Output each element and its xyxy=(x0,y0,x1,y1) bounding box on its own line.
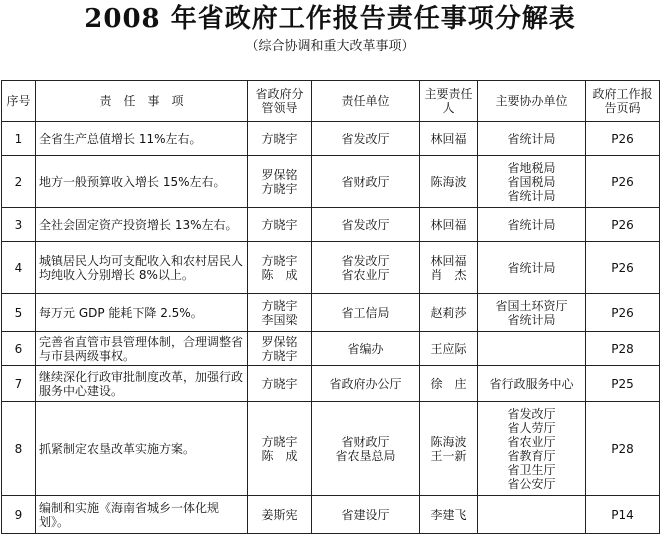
cell-unit: 省编办 xyxy=(312,332,420,366)
cell-no: 2 xyxy=(2,156,36,208)
cell-unit: 省财政厅 省农垦总局 xyxy=(312,402,420,496)
cell-no: 3 xyxy=(2,208,36,242)
cell-person: 林回福 肖 杰 xyxy=(420,242,478,294)
header-page: 政府工作报告页码 xyxy=(586,81,660,122)
cell-leader: 方晓宇 陈 成 xyxy=(248,402,312,496)
table-row xyxy=(2,366,660,402)
cell-no: 8 xyxy=(2,402,36,496)
cell-leader: 方晓宇 xyxy=(248,122,312,156)
cell-unit: 省工信局 xyxy=(312,294,420,332)
cell-assist xyxy=(478,332,586,366)
cell-assist: 省国土环资厅 省统计局 xyxy=(478,294,586,332)
cell-person: 陈海波 王一新 xyxy=(420,402,478,496)
cell-person: 李建飞 xyxy=(420,496,478,534)
cell-unit: 省政府办公厅 xyxy=(312,366,420,402)
cell-person: 赵莉莎 xyxy=(420,294,478,332)
cell-leader: 罗保铭 方晓宇 xyxy=(248,156,312,208)
table-body xyxy=(2,122,660,534)
responsibility-table xyxy=(1,80,660,534)
cell-page: P28 xyxy=(586,332,660,366)
header-leader: 省政府分管领导 xyxy=(248,81,312,122)
cell-leader: 方晓宇 xyxy=(248,366,312,402)
table-row xyxy=(2,208,660,242)
cell-unit: 省建设厅 xyxy=(312,496,420,534)
cell-leader: 方晓宇 陈 成 xyxy=(248,242,312,294)
cell-leader: 方晓宇 xyxy=(248,208,312,242)
header-person: 主要责任人 xyxy=(420,81,478,122)
header-unit: 责任单位 xyxy=(312,81,420,122)
cell-assist: 省行政服务中心 xyxy=(478,366,586,402)
cell-item: 编制和实施《海南省城乡一体化规划》。 xyxy=(36,496,248,534)
cell-no: 7 xyxy=(2,366,36,402)
table-row xyxy=(2,496,660,534)
cell-no: 9 xyxy=(2,496,36,534)
cell-page: P26 xyxy=(586,242,660,294)
table-row xyxy=(2,294,660,332)
cell-no: 4 xyxy=(2,242,36,294)
cell-page: P28 xyxy=(586,402,660,496)
cell-assist: 省统计局 xyxy=(478,122,586,156)
header-no: 序号 xyxy=(2,81,36,122)
table-row xyxy=(2,402,660,496)
cell-item: 全社会固定资产投资增长 13%左右。 xyxy=(36,208,248,242)
table-row xyxy=(2,242,660,294)
cell-assist: 省发改厅 省人劳厅 省农业厅 省教育厅 省卫生厅 省公安厅 xyxy=(478,402,586,496)
cell-item: 每万元 GDP 能耗下降 2.5%。 xyxy=(36,294,248,332)
table-header-row xyxy=(2,81,660,122)
cell-item: 全省生产总值增长 11%左右。 xyxy=(36,122,248,156)
cell-no: 1 xyxy=(2,122,36,156)
cell-item: 城镇居民人均可支配收入和农村居民人均纯收入分别增长 8%以上。 xyxy=(36,242,248,294)
cell-item: 继续深化行政审批制度改革，加强行政服务中心建设。 xyxy=(36,366,248,402)
cell-assist: 省统计局 xyxy=(478,208,586,242)
cell-page: P25 xyxy=(586,366,660,402)
cell-no: 6 xyxy=(2,332,36,366)
cell-person: 王应际 xyxy=(420,332,478,366)
cell-person: 林回福 xyxy=(420,208,478,242)
cell-assist xyxy=(478,496,586,534)
cell-person: 徐 庄 xyxy=(420,366,478,402)
cell-page: P26 xyxy=(586,122,660,156)
cell-item: 抓紧制定农垦改革实施方案。 xyxy=(36,402,248,496)
cell-person: 陈海波 xyxy=(420,156,478,208)
cell-unit: 省发改厅 省农业厅 xyxy=(312,242,420,294)
cell-unit: 省发改厅 xyxy=(312,208,420,242)
cell-page: P26 xyxy=(586,294,660,332)
cell-leader: 罗保铭 方晓宇 xyxy=(248,332,312,366)
header-item: 责 任 事 项 xyxy=(36,81,248,122)
cell-leader: 姜斯宪 xyxy=(248,496,312,534)
cell-unit: 省财政厅 xyxy=(312,156,420,208)
cell-no: 5 xyxy=(2,294,36,332)
table-row xyxy=(2,156,660,208)
header-assist: 主要协办单位 xyxy=(478,81,586,122)
cell-person: 林回福 xyxy=(420,122,478,156)
cell-assist: 省地税局 省国税局 省统计局 xyxy=(478,156,586,208)
cell-unit: 省发改厅 xyxy=(312,122,420,156)
page-subtitle: （综合协调和重大改革事项） xyxy=(245,39,415,54)
table-row xyxy=(2,332,660,366)
cell-page: P26 xyxy=(586,208,660,242)
cell-page: P14 xyxy=(586,496,660,534)
cell-assist: 省统计局 xyxy=(478,242,586,294)
cell-leader: 方晓宇 李国梁 xyxy=(248,294,312,332)
page-title: 2008 年省政府工作报告责任事项分解表 xyxy=(84,4,576,34)
cell-item: 完善省直管市县管理体制，合理调整省与市县两级事权。 xyxy=(36,332,248,366)
cell-page: P26 xyxy=(586,156,660,208)
cell-item: 地方一般预算收入增长 15%左右。 xyxy=(36,156,248,208)
table-row xyxy=(2,122,660,156)
